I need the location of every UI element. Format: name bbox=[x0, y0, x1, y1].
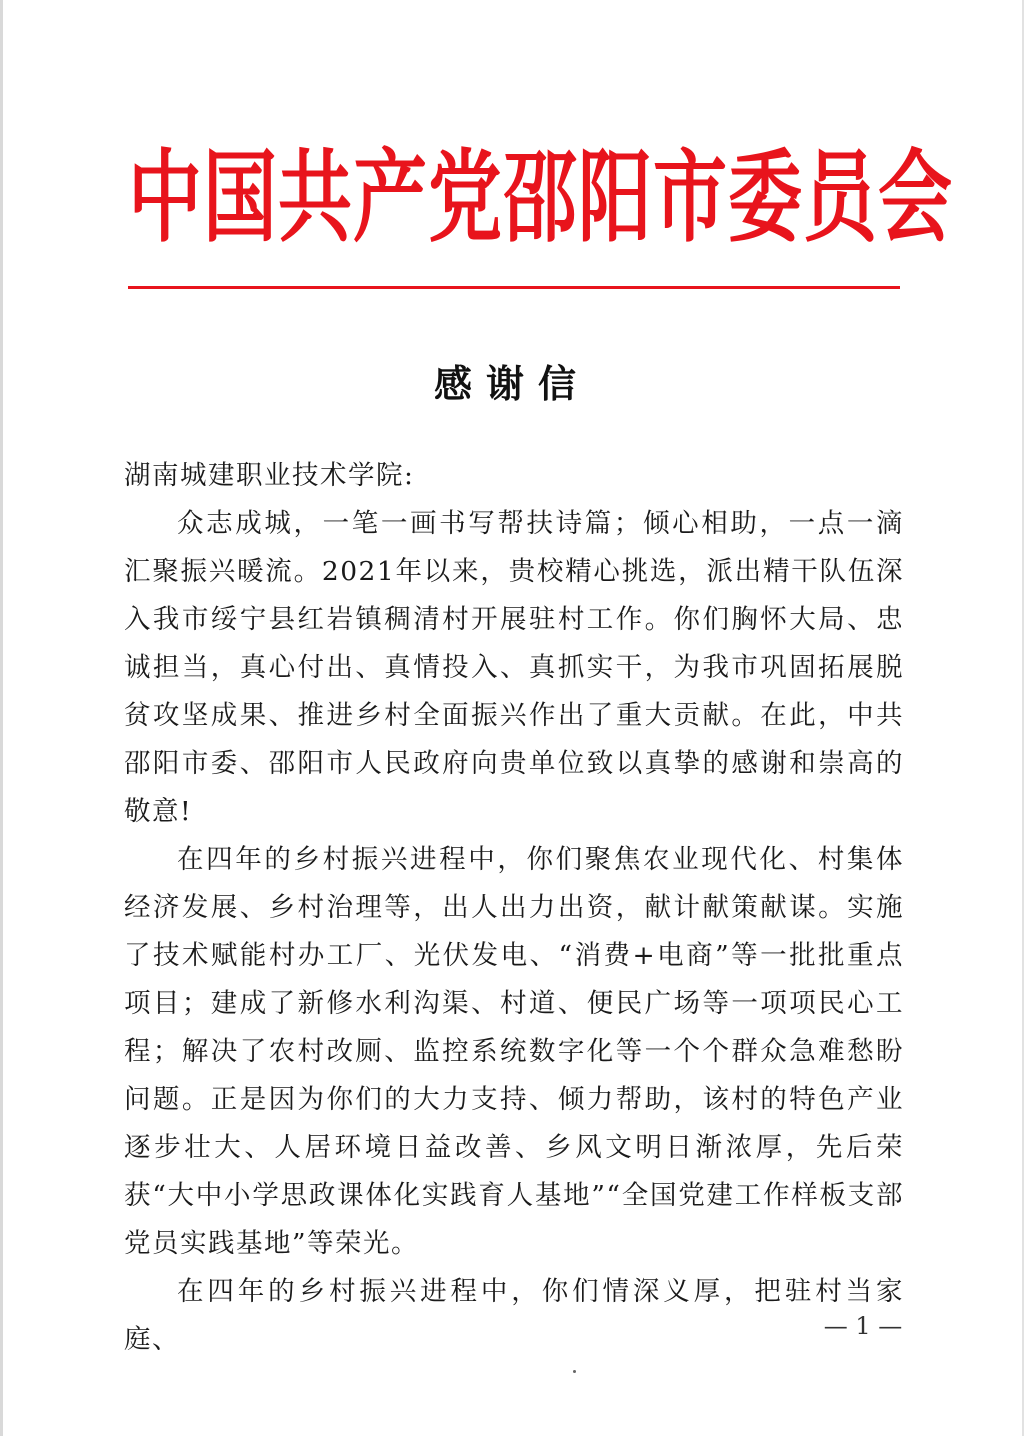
document-title: 感谢信 bbox=[433, 361, 590, 406]
scan-artifact-dot bbox=[573, 1370, 576, 1373]
page-number: — 1 — bbox=[823, 1312, 903, 1340]
salutation: 湖南城建职业技术学院: bbox=[124, 460, 415, 491]
paragraph-3: 在四年的乡村振兴进程中，你们情深义厚，把驻村当家庭、 bbox=[124, 1276, 904, 1355]
paragraph-2: 在四年的乡村振兴进程中，你们聚焦农业现代化、村集体经济发展、乡村治理等，出人出力出资，献计献策献谋。实施了技术赋能村办工厂、光伏发电、“消费+电商”等一批批重点项目；建成了新修水利沟渠、村道、便民广场等一项项民心工程；解决了农村改厕、监控系统数字化等一个个群众急难愁盼问题。正是因为你们的大力支持、倾力帮助，该村的特色产业逐步壮大、人居环境日益改善、乡风文明日渐浓厚，先后荣获“大中小学思政课体化实践育人基地”“全国党建工作样板支部党员实践基地”等荣光。 bbox=[124, 844, 904, 1259]
letterhead-red-rule bbox=[128, 286, 900, 289]
paragraph-1: 众志成城，一笔一画书写帮扶诗篇；倾心相助，一点一滴汇聚振兴暖流。2021年以来，贵校精心挑选，派出精干队伍深入我市绥宁县红岩镇稠清村开展驻村工作。你们胸怀大局、忠诚担当，真心付出、真情投入、真抓实干，为我市巩固拓展脱贫攻坚成果、推进乡村全面振兴作出了重大贡献。在此，中共邵阳市委、邵阳市人民政府向贵单位致以真挚的感谢和崇高的敬意! bbox=[124, 508, 904, 827]
letterhead-organization: 中国共产党邵阳市委员会 bbox=[128, 139, 953, 257]
letter-body bbox=[124, 452, 904, 1364]
